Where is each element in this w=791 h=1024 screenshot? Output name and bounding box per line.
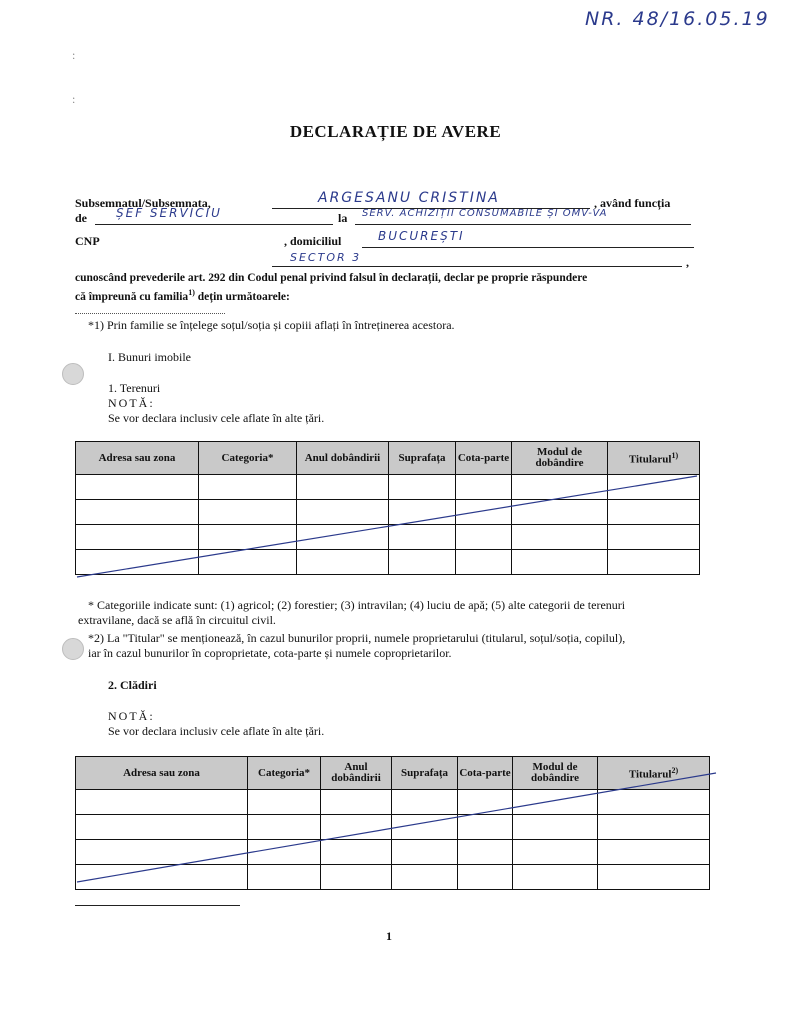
- header-modul: Modul de dobândire: [513, 757, 598, 790]
- titular-sup: 2): [671, 766, 679, 776]
- workplace-value: SERV. ACHIZIȚII CONSUMABILE ȘI OMV-VA: [362, 208, 608, 219]
- declaration-text-a: că împreună cu familia: [75, 290, 189, 303]
- footnote-separator: [75, 905, 240, 906]
- header-adresa: Adresa sau zona: [76, 442, 199, 475]
- header-adresa: Adresa sau zona: [76, 757, 248, 790]
- page-title: DECLARAȚIE DE AVERE: [289, 122, 502, 141]
- header-suprafata: Suprafața: [392, 757, 458, 790]
- avand-functia-label: , având funcția: [594, 196, 671, 210]
- declaration-sup: 1): [188, 288, 195, 297]
- nota-text: Se vor declara inclusiv cele aflate în alte țări.: [108, 724, 325, 738]
- page-number: 1: [386, 929, 392, 943]
- scan-mark: :: [72, 92, 76, 106]
- domicile-value: BUCUREȘTI: [378, 229, 465, 243]
- de-label: de: [75, 211, 87, 225]
- header-categoria: Categoria*: [248, 757, 321, 790]
- domiciliul-label: , domiciliul: [284, 234, 342, 248]
- section-bunuri-imobile: I. Bunuri imobile: [108, 350, 191, 364]
- header-suprafata: Suprafața: [389, 442, 456, 475]
- titular-sup: 1): [671, 451, 679, 461]
- declaration-text-b: dețin următoarele:: [194, 290, 290, 303]
- subsection-terenuri: 1. Terenuri: [108, 381, 161, 395]
- sector-value: SECTOR 3: [290, 251, 362, 264]
- header-anul: Anul dobândirii: [321, 757, 392, 790]
- note-titular-1: *2) La "Titular" se menționează, în cazul bunurilor proprii, numele proprietarului (titularul, soțul/soția, copilul),: [88, 631, 626, 645]
- header-cota: Cota-parte: [458, 757, 513, 790]
- note-titular-2: iar în cazul bunurilor în coproprietate, cota-parte și numele coproprietarilor.: [88, 646, 452, 660]
- header-categoria: Categoria*: [199, 442, 297, 475]
- titular-text: Titularul: [628, 768, 672, 781]
- header-cota: Cota-parte: [456, 442, 512, 475]
- nota-label: NOTĂ:: [108, 709, 155, 723]
- header-anul: Anul dobândirii: [297, 442, 389, 475]
- comma: ,: [686, 255, 689, 269]
- cnp-label: CNP: [75, 234, 100, 248]
- nota-text: Se vor declara inclusiv cele aflate în alte țări.: [108, 411, 325, 425]
- declaration-line-1: cunoscând prevederile art. 292 din Codul penal privind falsul în declarații, declar pe proprie răspundere: [75, 272, 588, 284]
- subsection-cladiri: 2. Clădiri: [108, 678, 157, 692]
- note-categorii-2: extravilane, dacă se află în circuitul civil.: [78, 613, 276, 627]
- la-label: la: [338, 211, 348, 225]
- header-modul: Modul de dobândire: [512, 442, 608, 475]
- note-categorii-1: * Categoriile indicate sunt: (1) agricol; (2) forestier; (3) intravilan; (4) luciu de apă; (5) alte categorii de terenuri: [88, 598, 626, 612]
- name-value: ARGESANU CRISTINA: [318, 190, 500, 206]
- scan-mark: :: [72, 48, 76, 62]
- function-value: ȘEF SERVICIU: [116, 206, 222, 220]
- titular-text: Titularul: [628, 453, 672, 466]
- registration-number: NR. 48/16.05.19: [585, 8, 770, 30]
- subsemnatul-label: Subsemnatul/Subsemnata,: [75, 196, 211, 210]
- footnote-family: *1) Prin familie se înțelege soțul/soția și copiii aflați în întreținerea acestora.: [88, 318, 455, 332]
- nota-label: NOTĂ:: [108, 396, 155, 410]
